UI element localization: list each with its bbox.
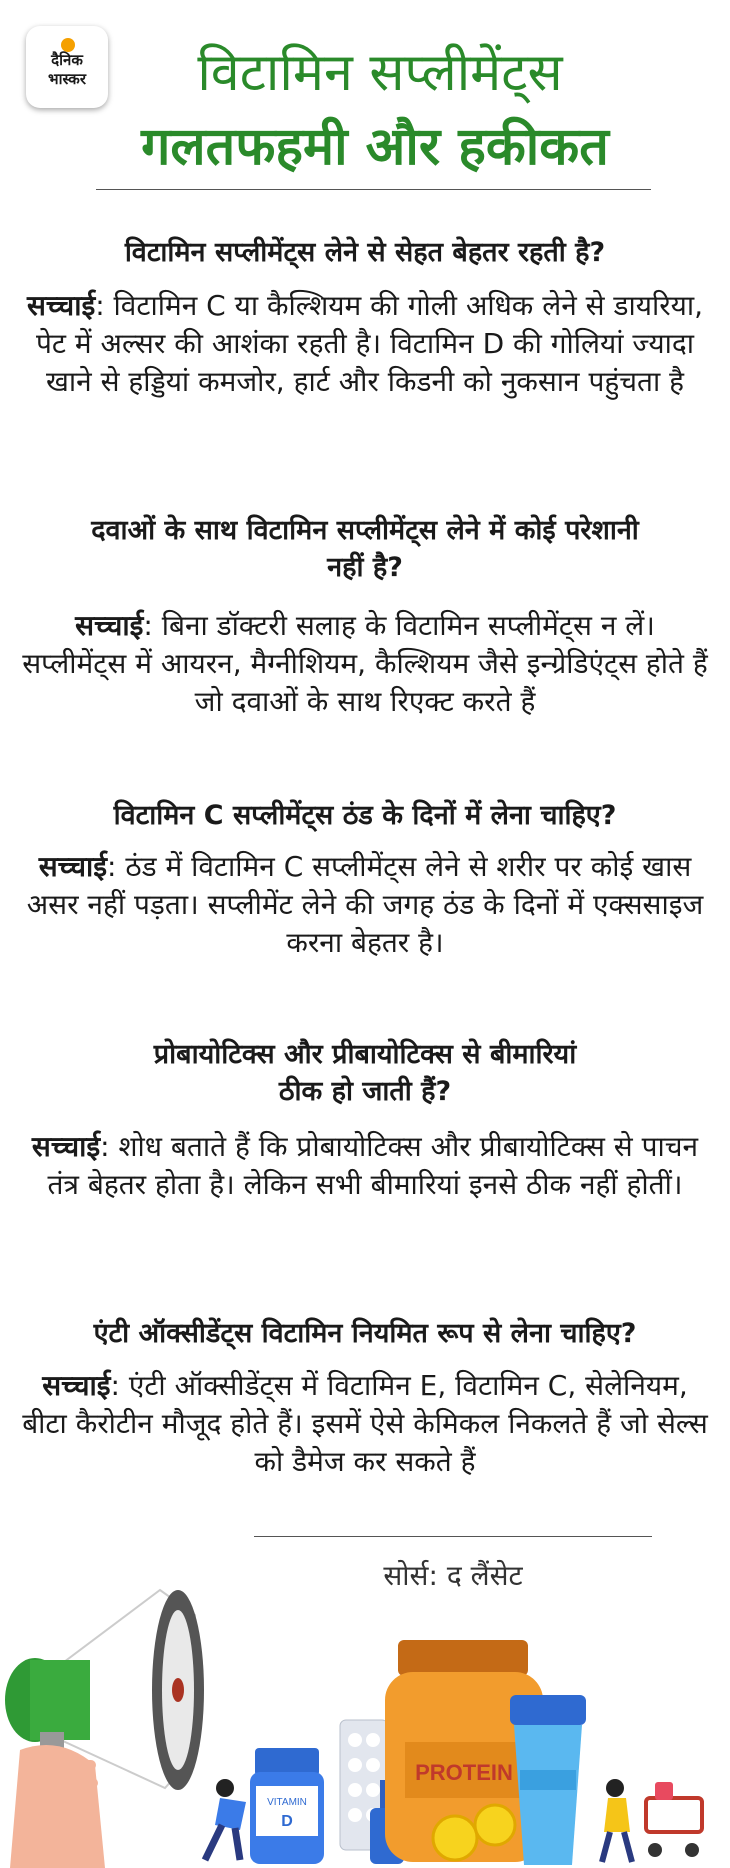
bottle-label-2: D bbox=[281, 1813, 293, 1830]
person-with-cart-icon bbox=[602, 1779, 702, 1862]
title-divider bbox=[96, 189, 651, 190]
faq-answer-1 bbox=[20, 287, 710, 401]
logo-text-line2: भास्कर bbox=[48, 70, 86, 88]
answer-label: सच्चाई bbox=[31, 1130, 101, 1163]
faq-answer-2 bbox=[20, 607, 710, 721]
logo-text-line1: दैनिक bbox=[51, 51, 83, 69]
faq-question-2: दवाओं के साथ विटामिन सप्लीमेंट्स लेने में कोई परेशानी नहीं है? bbox=[91, 515, 639, 583]
page-title: विटामिन सप्लीमेंट्स bbox=[197, 43, 563, 103]
dainik-bhaskar-logo bbox=[26, 26, 108, 108]
supplements-illustration bbox=[0, 1520, 730, 1868]
faq-answer-5 bbox=[20, 1367, 710, 1481]
answer-label: सच्चाई bbox=[38, 850, 107, 883]
jar-label: PROTEIN bbox=[415, 1760, 513, 1785]
page-subtitle: गलतफहमी और हकीकत bbox=[141, 117, 609, 177]
answer-label: सच्चाई bbox=[26, 289, 96, 322]
faq-answer-4 bbox=[20, 1128, 710, 1204]
answer-label: सच्चाई bbox=[75, 609, 144, 642]
answer-text: : ठंड में विटामिन C सप्लीमेंट्स लेने से शरीर पर कोई खास असर नहीं पड़ता। सप्लीमेंट लेने की जगह ठंड के दिनों में एक्ससाइज करना बेहतर है। bbox=[26, 850, 704, 959]
faq-question-1: विटामिन सप्लीमेंट्स लेने से सेहत बेहतर रहती है? bbox=[124, 237, 606, 268]
logo-sun-icon bbox=[61, 38, 75, 52]
person-pushing-icon bbox=[205, 1779, 246, 1860]
faq-question-5: एंटी ऑक्सीडेंट्स विटामिन नियमित रूप से लेना चाहिए? bbox=[93, 1318, 637, 1349]
bottle-label-1: VITAMIN bbox=[267, 1797, 307, 1808]
faq-question-4: प्रोबायोटिक्स और प्रीबायोटिक्स से बीमारियां ठीक हो जाती हैं? bbox=[153, 1039, 577, 1107]
faq-answer-3 bbox=[20, 848, 710, 962]
answer-text: : एंटी ऑक्सीडेंट्स में विटामिन E, विटामिन C, सेलेनियम, बीटा कैरोटीन मौजूद होते हैं। इसमें ऐसे केमिकल निकलते हैं जो सेल्स को डैमेज कर सकते हैं bbox=[22, 1369, 708, 1478]
answer-text: : विटामिन C या कैल्शियम की गोली अधिक लेने से डायरिया, पेट में अल्सर की आशंका रहती है। विटामिन D की गोलियां ज्यादा खाने से हड्डियां कमजोर, हार्ट और किडनी को नुकसान पहुंचता है bbox=[36, 289, 704, 398]
answer-text: : शोध बताते हैं कि प्रोबायोटिक्स और प्रीबायोटिक्स से पाचन तंत्र बेहतर होता है। लेकिन सभी बीमारियां इनसे ठीक नहीं होतीं। bbox=[47, 1130, 699, 1201]
source-credit: सोर्स: द लैंसेट bbox=[383, 1559, 523, 1592]
megaphone-icon bbox=[5, 1590, 204, 1868]
vitamin-d-bottle-icon bbox=[250, 1748, 324, 1864]
answer-label: सच्चाई bbox=[42, 1369, 111, 1402]
faq-question-3: विटामिन C सप्लीमेंट्स ठंड के दिनों में लेना चाहिए? bbox=[113, 800, 617, 831]
answer-text: : बिना डॉक्टरी सलाह के विटामिन सप्लीमेंट्स न लें। सप्लीमेंट्स में आयरन, मैग्नीशियम, कैल्शियम जैसे इन्ग्रेडिएंट्स होते हैं जो दवाओं के साथ रिएक्ट करते हैं bbox=[22, 609, 708, 718]
